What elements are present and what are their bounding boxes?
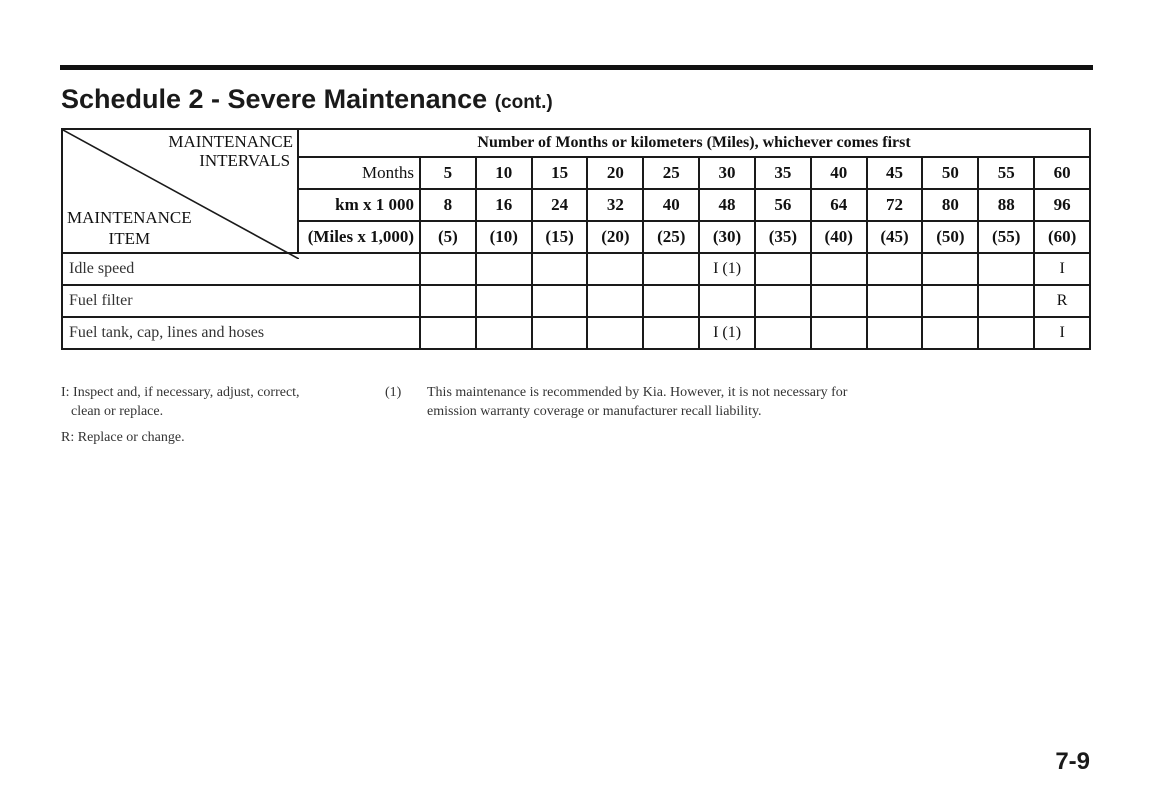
footnote-line1: This maintenance is recommended by Kia. However, it is not necessary for [427, 385, 848, 400]
maintenance-item: Fuel filter [62, 285, 420, 317]
km-cell: 16 [476, 189, 532, 221]
miles-cell: (60) [1034, 221, 1090, 253]
corner-intervals-label [168, 132, 293, 170]
km-cell: 40 [643, 189, 699, 221]
miles-cell: (5) [420, 221, 476, 253]
schedule-cell [867, 253, 923, 285]
schedule-cell [978, 285, 1034, 317]
schedule-cell [755, 285, 811, 317]
corner-bottom-line2: ITEM [108, 229, 151, 248]
schedule-cell [532, 253, 588, 285]
months-cell: 30 [699, 157, 755, 189]
schedule-cell [532, 317, 588, 349]
schedule-cell [867, 285, 923, 317]
km-cell: 72 [867, 189, 923, 221]
corner-item-label [67, 207, 192, 249]
corner-cell [62, 129, 298, 253]
miles-cell: (25) [643, 221, 699, 253]
months-cell: 10 [476, 157, 532, 189]
months-cell: 55 [978, 157, 1034, 189]
schedule-cell [811, 285, 867, 317]
page-title [61, 84, 553, 115]
months-label: Months [298, 157, 420, 189]
maintenance-schedule-table [61, 128, 1091, 350]
km-label: km x 1 000 [298, 189, 420, 221]
schedule-cell: R [1034, 285, 1090, 317]
footnote-mark: (1) [385, 385, 402, 400]
schedule-cell: I (1) [699, 253, 755, 285]
schedule-cell: I [1034, 253, 1090, 285]
schedule-cell: I [1034, 317, 1090, 349]
km-cell: 80 [922, 189, 978, 221]
months-cell: 45 [867, 157, 923, 189]
schedule-cell [643, 253, 699, 285]
months-cell: 20 [587, 157, 643, 189]
legend-replace: R: Replace or change. [61, 430, 185, 445]
maintenance-item: Idle speed [62, 253, 420, 285]
miles-cell: (55) [978, 221, 1034, 253]
table-row [62, 285, 1090, 317]
schedule-cell [811, 317, 867, 349]
schedule-cell: I (1) [699, 317, 755, 349]
months-cell: 40 [811, 157, 867, 189]
months-cell: 50 [922, 157, 978, 189]
legend-inspect-line2: clean or replace. [71, 404, 164, 419]
page-number: 7-9 [1055, 748, 1090, 775]
schedule-cell [867, 317, 923, 349]
item-rows [62, 253, 1090, 349]
months-cell: 60 [1034, 157, 1090, 189]
corner-bottom-line1: MAINTENANCE [67, 208, 192, 227]
months-cell: 15 [532, 157, 588, 189]
schedule-cell [587, 317, 643, 349]
corner-top-line2: INTERVALS [199, 151, 291, 170]
km-cell: 8 [420, 189, 476, 221]
legend-inspect [61, 383, 361, 421]
legend-inspect-line1: I: Inspect and, if necessary, adjust, correct, [61, 385, 300, 400]
schedule-cell [811, 253, 867, 285]
km-cell: 48 [699, 189, 755, 221]
km-cell: 24 [532, 189, 588, 221]
top-rule [60, 65, 1093, 70]
miles-cell: (30) [699, 221, 755, 253]
header-row [62, 129, 1090, 157]
schedule-cell [643, 317, 699, 349]
miles-label: (Miles x 1,000) [298, 221, 420, 253]
months-cell: 5 [420, 157, 476, 189]
schedule-cell [587, 285, 643, 317]
table-row [62, 317, 1090, 349]
km-cell: 56 [755, 189, 811, 221]
corner-top-line1: MAINTENANCE [168, 132, 293, 151]
miles-cell: (45) [867, 221, 923, 253]
schedule-cell [532, 285, 588, 317]
miles-cell: (50) [922, 221, 978, 253]
miles-cell: (40) [811, 221, 867, 253]
km-cell: 88 [978, 189, 1034, 221]
km-cell: 64 [811, 189, 867, 221]
interval-header: Number of Months or kilometers (Miles), whichever comes first [298, 129, 1090, 157]
schedule-cell [420, 285, 476, 317]
title-text: Schedule 2 - Severe Maintenance [61, 84, 488, 114]
months-cell: 25 [643, 157, 699, 189]
miles-cell: (15) [532, 221, 588, 253]
schedule-cell [476, 285, 532, 317]
footnote-line2: emission warranty coverage or manufacturer recall liability. [427, 404, 762, 419]
km-cell: 96 [1034, 189, 1090, 221]
schedule-cell [922, 317, 978, 349]
schedule-cell [922, 285, 978, 317]
schedule-cell [476, 317, 532, 349]
miles-cell: (20) [587, 221, 643, 253]
title-suffix: (cont.) [494, 92, 553, 113]
schedule-cell [755, 253, 811, 285]
schedule-cell [978, 253, 1034, 285]
footnote [385, 383, 945, 421]
schedule-cell [699, 285, 755, 317]
miles-cell: (35) [755, 221, 811, 253]
km-cell: 32 [587, 189, 643, 221]
miles-cell: (10) [476, 221, 532, 253]
schedule-cell [755, 317, 811, 349]
schedule-cell [420, 317, 476, 349]
schedule-cell [476, 253, 532, 285]
schedule-cell [978, 317, 1034, 349]
maintenance-item: Fuel tank, cap, lines and hoses [62, 317, 420, 349]
schedule-cell [587, 253, 643, 285]
months-cell: 35 [755, 157, 811, 189]
schedule-cell [922, 253, 978, 285]
schedule-cell [643, 285, 699, 317]
schedule-cell [420, 253, 476, 285]
